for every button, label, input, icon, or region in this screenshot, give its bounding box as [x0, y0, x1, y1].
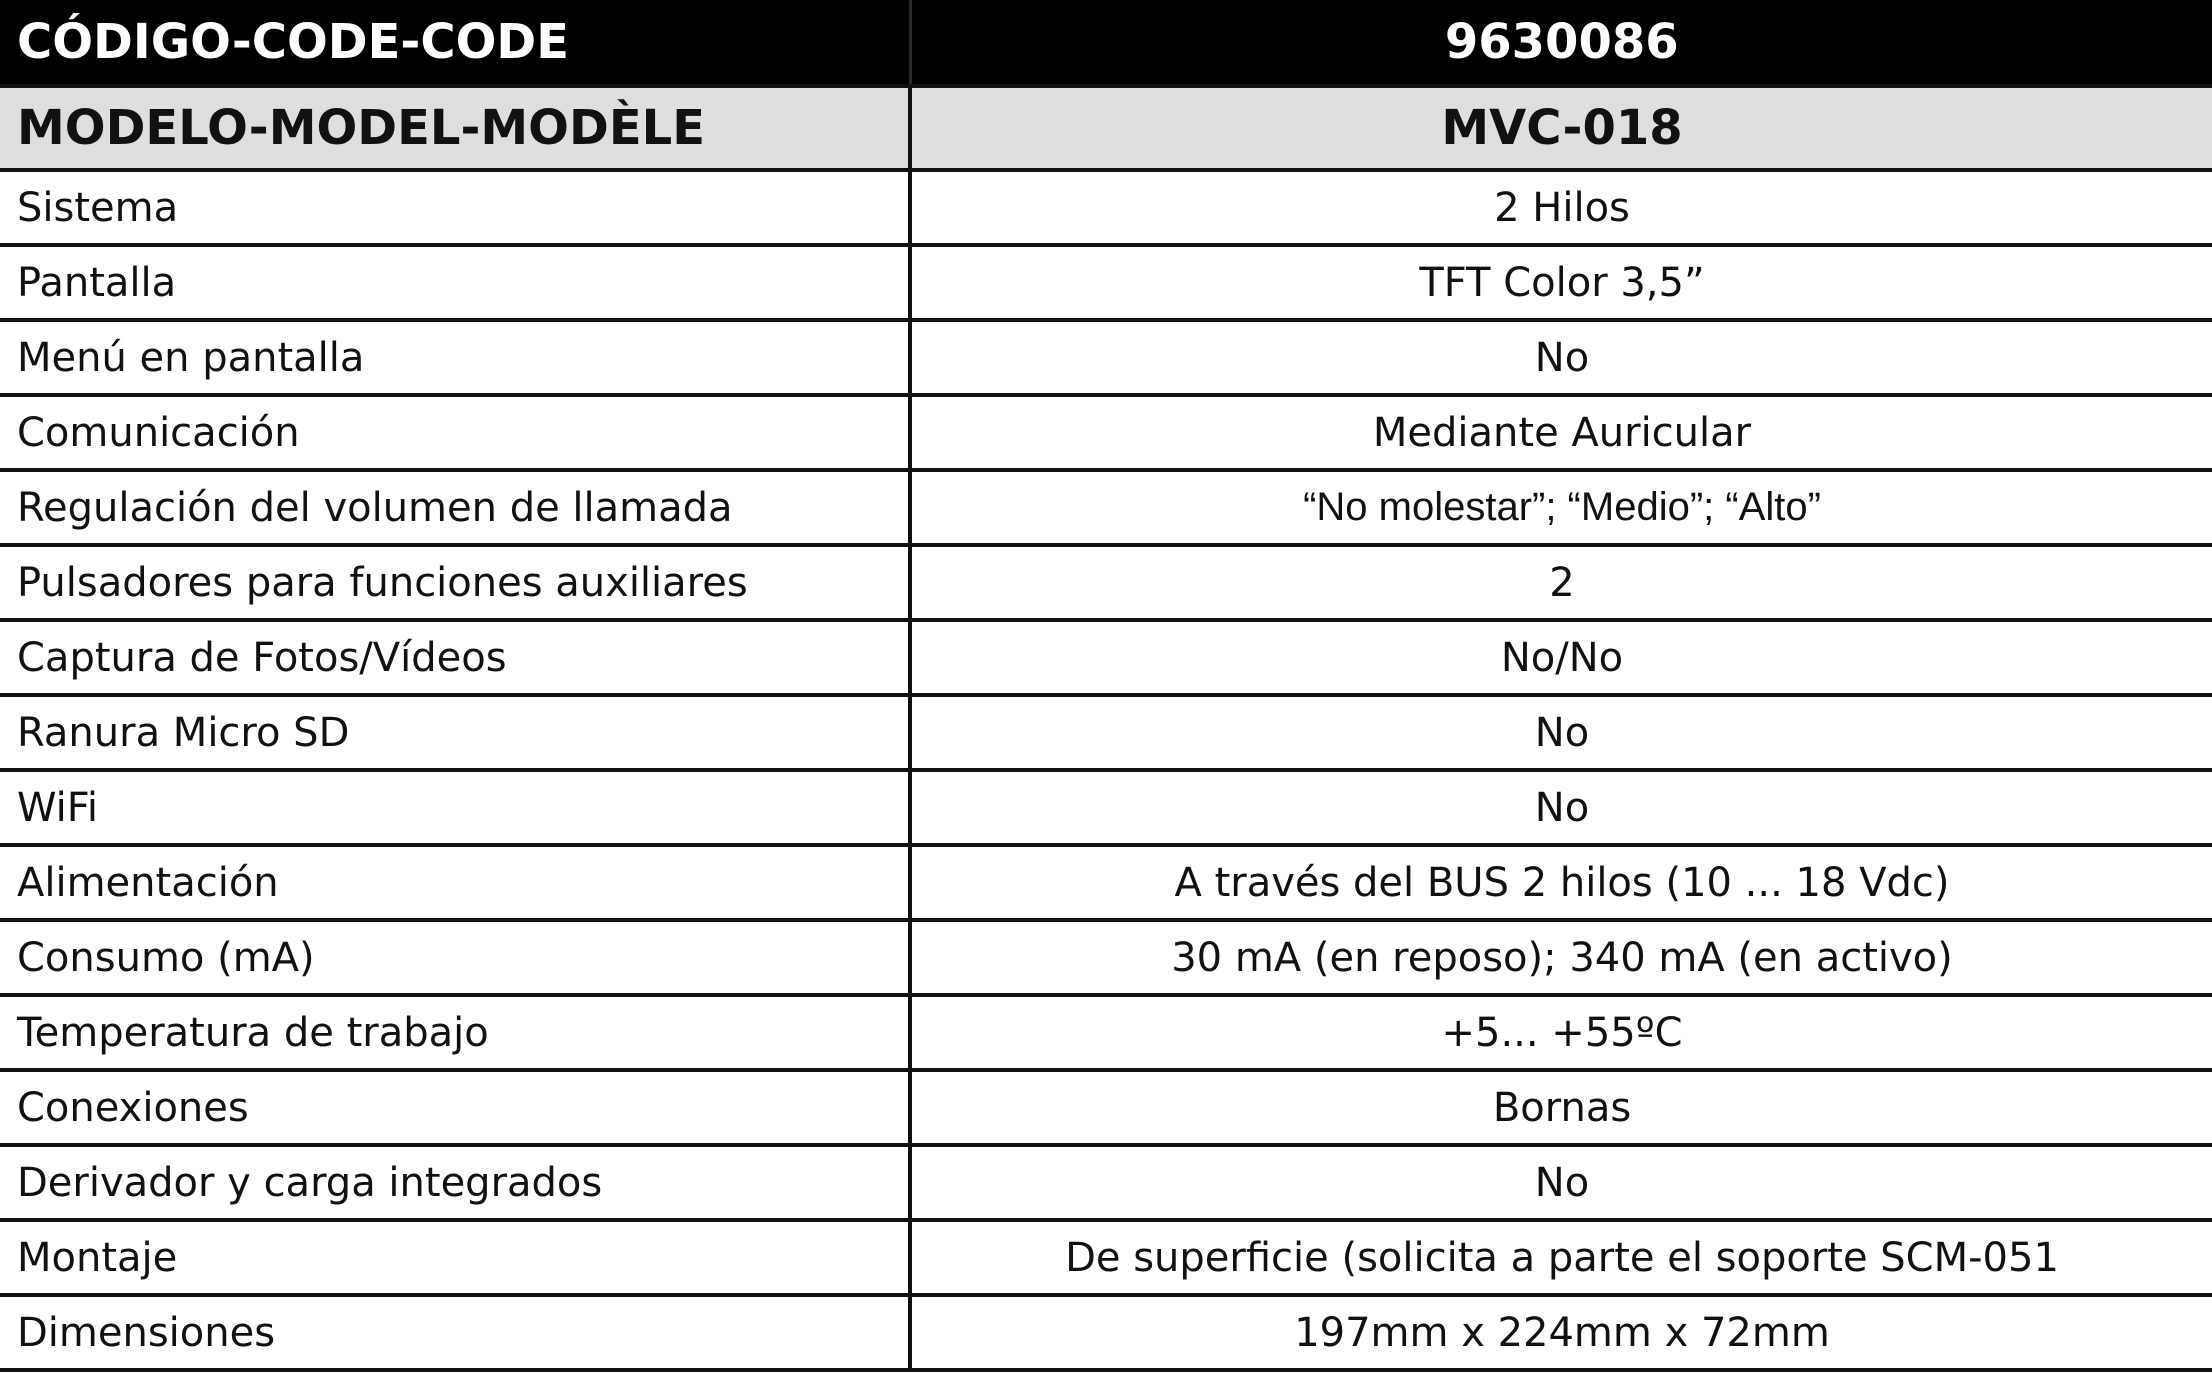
code-header-row — [0, 0, 2212, 86]
spec-value: “No molestar”; “Medio”; “Alto” — [910, 470, 2212, 545]
spec-row-microsd — [0, 695, 2212, 770]
spec-row-temperatura — [0, 995, 2212, 1070]
model-label: MODELO-MODEL-MODÈLE — [0, 86, 910, 170]
spec-label: Dimensiones — [0, 1295, 910, 1370]
spec-value: No — [910, 320, 2212, 395]
spec-label: Conexiones — [0, 1070, 910, 1145]
spec-row-captura — [0, 620, 2212, 695]
spec-value: A través del BUS 2 hilos (10 ... 18 Vdc) — [910, 845, 2212, 920]
spec-value: No — [910, 1145, 2212, 1220]
spec-row-sistema — [0, 170, 2212, 245]
spec-row-pantalla — [0, 245, 2212, 320]
spec-row-volumen — [0, 470, 2212, 545]
spec-value: +5... +55ºC — [910, 995, 2212, 1070]
spec-label: WiFi — [0, 770, 910, 845]
spec-label: Consumo (mA) — [0, 920, 910, 995]
spec-label: Captura de Fotos/Vídeos — [0, 620, 910, 695]
spec-label: Menú en pantalla — [0, 320, 910, 395]
spec-label: Temperatura de trabajo — [0, 995, 910, 1070]
spec-label: Sistema — [0, 170, 910, 245]
spec-value: 30 mA (en reposo); 340 mA (en activo) — [910, 920, 2212, 995]
spec-value: 197mm x 224mm x 72mm — [910, 1295, 2212, 1370]
spec-value: No — [910, 770, 2212, 845]
spec-row-consumo — [0, 920, 2212, 995]
spec-value: No — [910, 695, 2212, 770]
spec-value: No/No — [910, 620, 2212, 695]
model-header-row — [0, 86, 2212, 170]
model-value: MVC-018 — [910, 86, 2212, 170]
spec-value: TFT Color 3,5” — [910, 245, 2212, 320]
spec-value: De superficie (solicita a parte el soporte SCM-051 — [910, 1220, 2212, 1295]
code-value: 9630086 — [910, 0, 2212, 86]
spec-label: Pantalla — [0, 245, 910, 320]
spec-label: Comunicación — [0, 395, 910, 470]
spec-value: 2 — [910, 545, 2212, 620]
spec-row-montaje — [0, 1220, 2212, 1295]
spec-row-comunicacion — [0, 395, 2212, 470]
spec-value: Mediante Auricular — [910, 395, 2212, 470]
spec-label: Pulsadores para funciones auxiliares — [0, 545, 910, 620]
spec-label: Alimentación — [0, 845, 910, 920]
spec-row-wifi — [0, 770, 2212, 845]
spec-label: Montaje — [0, 1220, 910, 1295]
spec-value: 2 Hilos — [910, 170, 2212, 245]
spec-row-conexiones — [0, 1070, 2212, 1145]
spec-row-dimensiones — [0, 1295, 2212, 1370]
spec-label: Derivador y carga integrados — [0, 1145, 910, 1220]
spec-row-pulsadores — [0, 545, 2212, 620]
spec-row-menu — [0, 320, 2212, 395]
spec-label: Ranura Micro SD — [0, 695, 910, 770]
code-label: CÓDIGO-CODE-CODE — [0, 0, 910, 86]
spec-row-alimentacion — [0, 845, 2212, 920]
spec-value: Bornas — [910, 1070, 2212, 1145]
spec-row-derivador — [0, 1145, 2212, 1220]
spec-label: Regulación del volumen de llamada — [0, 470, 910, 545]
